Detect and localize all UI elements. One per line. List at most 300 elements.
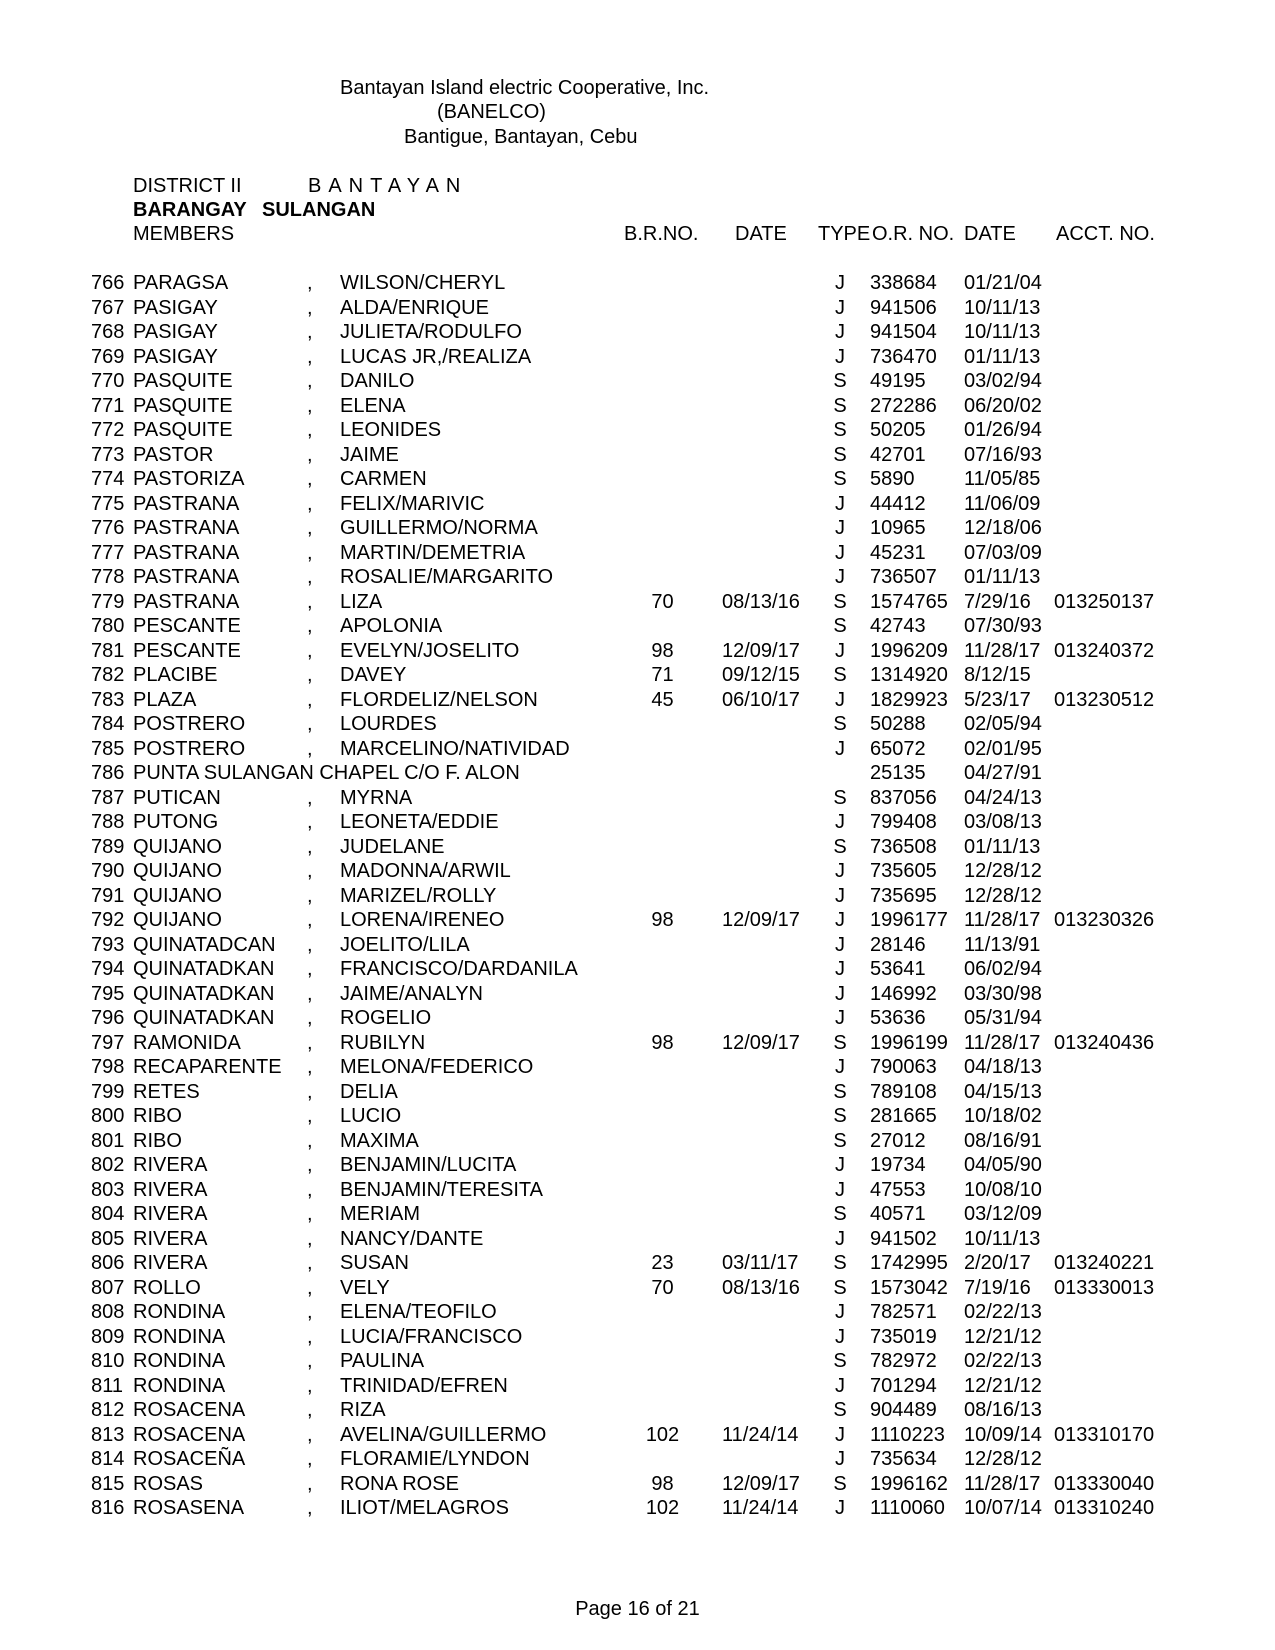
table-row — [0, 933, 1275, 958]
member-last-name: PASTRANA — [133, 566, 240, 588]
table-row — [0, 1423, 1275, 1448]
or-number: 1110060 — [870, 1497, 945, 1519]
member-last-name: PESCANTE — [133, 615, 241, 637]
or-number: 42743 — [870, 615, 926, 637]
member-number: 807 — [91, 1276, 125, 1299]
or-number: 27012 — [870, 1129, 926, 1152]
membership-type: S — [833, 1031, 847, 1054]
name-separator: , — [307, 1105, 313, 1127]
member-last-name: PASTORIZA — [133, 468, 245, 490]
name-separator: , — [307, 394, 313, 417]
name-separator: , — [307, 1007, 313, 1029]
member-number: 801 — [91, 1129, 125, 1152]
table-row — [0, 418, 1275, 443]
or-date: 10/11/13 — [964, 296, 1041, 319]
membership-type: S — [833, 394, 847, 417]
or-number: 1573042 — [870, 1276, 948, 1299]
member-first-names: MAXIMA — [340, 1129, 419, 1152]
member-number: 776 — [91, 517, 125, 539]
table-row — [0, 271, 1275, 296]
member-last-name: QUINATADKAN — [133, 1007, 275, 1029]
name-separator: , — [307, 272, 313, 294]
br-date: 06/10/17 — [722, 688, 800, 711]
member-first-names: LORENA/IRENEO — [340, 909, 505, 931]
member-number: 768 — [91, 321, 125, 343]
table-row — [0, 908, 1275, 933]
or-date: 06/02/94 — [964, 958, 1042, 980]
br-date: 09/12/15 — [722, 664, 800, 686]
or-date: 10/11/13 — [964, 1227, 1041, 1250]
membership-type: S — [833, 1105, 847, 1127]
member-number: 810 — [91, 1350, 125, 1372]
name-separator: , — [307, 1423, 313, 1446]
membership-type: S — [833, 1399, 847, 1421]
or-number: 941502 — [870, 1227, 937, 1250]
member-first-names: LEONETA/EDDIE — [340, 811, 499, 833]
membership-type: J — [835, 1374, 845, 1397]
member-number: 808 — [91, 1301, 125, 1323]
name-separator: , — [307, 1154, 313, 1176]
membership-type: J — [835, 909, 845, 931]
table-row — [0, 1349, 1275, 1374]
table-row — [0, 1447, 1275, 1472]
member-last-name: PASTRANA — [133, 590, 240, 613]
member-number: 803 — [91, 1178, 125, 1201]
or-number: 1996209 — [870, 639, 948, 662]
or-number: 45231 — [870, 541, 926, 564]
membership-type: J — [835, 737, 845, 760]
table-row — [0, 884, 1275, 909]
membership-type: S — [833, 1350, 847, 1372]
member-first-names: SUSAN — [340, 1252, 409, 1274]
or-date: 12/21/12 — [964, 1374, 1042, 1397]
member-number: 787 — [91, 786, 125, 809]
member-number: 772 — [91, 419, 125, 441]
or-date: 03/02/94 — [964, 370, 1042, 392]
or-number: 25135 — [870, 762, 926, 784]
table-row — [0, 320, 1275, 345]
name-separator: , — [307, 982, 313, 1005]
br-number: 98 — [651, 1031, 674, 1054]
member-first-names: VELY — [340, 1276, 390, 1299]
member-number: 784 — [91, 713, 125, 735]
member-last-name: RAMONIDA — [133, 1031, 241, 1054]
column-header-or-no: O.R. NO. — [872, 223, 955, 245]
member-number: 782 — [91, 664, 125, 686]
br-date: 12/09/17 — [722, 639, 800, 662]
membership-type: S — [833, 1276, 847, 1299]
or-number: 53636 — [870, 1007, 926, 1029]
town-name: BANTAYAN — [308, 175, 468, 197]
name-separator: , — [307, 884, 313, 907]
member-last-name: PASQUITE — [133, 419, 233, 441]
member-first-names: DAVEY — [340, 664, 407, 686]
member-number: 771 — [91, 394, 125, 417]
name-separator: , — [307, 1350, 313, 1372]
member-number: 779 — [91, 590, 125, 613]
membership-type: J — [835, 982, 845, 1005]
member-first-names: JAIME — [340, 443, 399, 466]
member-number: 813 — [91, 1423, 125, 1446]
table-row — [0, 786, 1275, 811]
member-first-names: PAULINA — [340, 1350, 425, 1372]
or-date: 07/30/93 — [964, 615, 1042, 637]
or-number: 736508 — [870, 835, 937, 858]
member-first-names: FRANCISCO/DARDANILA — [340, 958, 578, 980]
member-first-names: MARTIN/DEMETRIA — [340, 541, 526, 564]
or-date: 03/12/09 — [964, 1203, 1042, 1225]
name-separator: , — [307, 345, 313, 368]
or-date: 04/27/91 — [964, 762, 1042, 784]
table-row — [0, 663, 1275, 688]
name-separator: , — [307, 1252, 313, 1274]
table-row — [0, 1153, 1275, 1178]
member-first-names: WILSON/CHERYL — [340, 272, 506, 294]
or-number: 40571 — [870, 1203, 926, 1225]
or-date: 07/16/93 — [964, 443, 1042, 466]
member-number: 806 — [91, 1252, 125, 1274]
member-number: 816 — [91, 1497, 125, 1519]
member-number: 791 — [91, 884, 125, 907]
or-number: 1110223 — [870, 1423, 945, 1446]
member-last-name: RIBO — [133, 1105, 182, 1127]
member-number: 781 — [91, 639, 125, 662]
name-separator: , — [307, 492, 313, 515]
membership-type: J — [835, 688, 845, 711]
member-number: 788 — [91, 811, 125, 833]
member-last-name: PASIGAY — [133, 321, 218, 343]
or-date: 11/06/09 — [964, 492, 1041, 515]
table-row — [0, 761, 1275, 786]
member-last-name: PASIGAY — [133, 296, 218, 319]
member-first-names: LUCIO — [340, 1105, 402, 1127]
membership-type: J — [835, 517, 845, 539]
or-number: 735695 — [870, 884, 937, 907]
member-last-name: ROSAS — [133, 1472, 204, 1495]
br-date: 11/24/14 — [722, 1423, 799, 1446]
table-row — [0, 345, 1275, 370]
member-number: 804 — [91, 1203, 125, 1225]
member-first-names: GUILLERMO/NORMA — [340, 517, 538, 539]
or-date: 06/20/02 — [964, 394, 1042, 417]
name-separator: , — [307, 639, 313, 662]
br-date: 12/09/17 — [722, 909, 800, 931]
name-separator: , — [307, 933, 313, 956]
or-number: 736507 — [870, 566, 937, 588]
member-first-names: MELONA/FEDERICO — [340, 1056, 534, 1078]
member-number: 814 — [91, 1448, 125, 1470]
member-last-name: PASTOR — [133, 443, 214, 466]
member-number: 767 — [91, 296, 125, 319]
or-date: 07/03/09 — [964, 541, 1042, 564]
page-number: Page 16 of 21 — [575, 1598, 700, 1620]
column-header-br-no: B.R.NO. — [624, 223, 699, 245]
membership-type: S — [833, 664, 847, 686]
member-first-names: ELENA — [340, 394, 406, 417]
membership-type: S — [833, 1129, 847, 1152]
name-separator: , — [307, 370, 313, 392]
member-last-name: PASTRANA — [133, 541, 240, 564]
member-last-name: PESCANTE — [133, 639, 241, 662]
or-date: 11/28/17 — [964, 909, 1041, 931]
or-date: 12/28/12 — [964, 1448, 1042, 1470]
member-number: 790 — [91, 860, 125, 882]
or-date: 11/05/85 — [964, 468, 1041, 490]
membership-type: S — [833, 1472, 847, 1495]
name-separator: , — [307, 468, 313, 490]
name-separator: , — [307, 566, 313, 588]
table-row — [0, 1472, 1275, 1497]
or-date: 10/07/14 — [964, 1497, 1042, 1519]
membership-type: J — [835, 1056, 845, 1078]
account-number: 013310240 — [1054, 1497, 1155, 1519]
name-separator: , — [307, 1325, 313, 1348]
member-first-names: JOELITO/LILA — [340, 933, 470, 956]
or-date: 03/30/98 — [964, 982, 1042, 1005]
member-first-names: CARMEN — [340, 468, 427, 490]
br-number: 98 — [651, 1472, 674, 1495]
table-row — [0, 982, 1275, 1007]
column-header-acct-no: ACCT. NO. — [1056, 223, 1155, 245]
member-number: 815 — [91, 1472, 125, 1495]
membership-type: J — [835, 296, 845, 319]
member-first-names: RONA ROSE — [340, 1472, 459, 1495]
member-first-names: FLORDELIZ/NELSON — [340, 688, 538, 711]
column-header-type: TYPE — [818, 223, 871, 245]
member-last-name: RIVERA — [133, 1178, 208, 1201]
member-last-name: PASTRANA — [133, 492, 240, 515]
membership-type: S — [833, 713, 847, 735]
or-number: 10965 — [870, 517, 926, 539]
table-row — [0, 1496, 1275, 1521]
membership-type: S — [833, 1203, 847, 1225]
member-last-name: RONDINA — [133, 1325, 226, 1348]
or-date: 02/05/94 — [964, 713, 1042, 735]
br-number: 102 — [645, 1423, 680, 1446]
or-number: 1314920 — [870, 664, 948, 686]
or-date: 10/11/13 — [964, 321, 1041, 343]
member-last-name: RIVERA — [133, 1154, 208, 1176]
membership-type: S — [833, 615, 847, 637]
or-number: 49195 — [870, 370, 926, 392]
table-row — [0, 1398, 1275, 1423]
or-date: 02/22/13 — [964, 1301, 1042, 1323]
or-date: 7/29/16 — [964, 590, 1031, 613]
member-last-name: PASIGAY — [133, 345, 218, 368]
member-last-name: PUNTA SULANGAN CHAPEL C/O F. ALON — [133, 762, 520, 784]
membership-type: S — [833, 835, 847, 858]
table-row — [0, 1227, 1275, 1252]
account-number: 013330013 — [1054, 1276, 1155, 1299]
membership-type: J — [835, 639, 845, 662]
member-first-names: BENJAMIN/LUCITA — [340, 1154, 517, 1176]
member-number: 797 — [91, 1031, 125, 1054]
or-number: 735019 — [870, 1325, 937, 1348]
or-number: 50288 — [870, 713, 926, 735]
table-row — [0, 614, 1275, 639]
member-last-name: PLAZA — [133, 688, 197, 711]
member-first-names: ILIOT/MELAGROS — [340, 1497, 509, 1519]
member-number: 798 — [91, 1056, 125, 1078]
name-separator: , — [307, 296, 313, 319]
account-number: 013240221 — [1054, 1252, 1155, 1274]
or-number: 47553 — [870, 1178, 926, 1201]
or-date: 12/18/06 — [964, 517, 1042, 539]
account-number: 013310170 — [1054, 1423, 1155, 1446]
member-number: 775 — [91, 492, 125, 515]
member-last-name: POSTRERO — [133, 737, 246, 760]
or-number: 1742995 — [870, 1252, 948, 1274]
table-row — [0, 1129, 1275, 1154]
or-date: 7/19/16 — [964, 1276, 1031, 1299]
table-row — [0, 1202, 1275, 1227]
membership-type: J — [835, 492, 845, 515]
name-separator: , — [307, 1448, 313, 1470]
member-number: 777 — [91, 541, 125, 564]
or-date: 05/31/94 — [964, 1007, 1042, 1029]
member-number: 805 — [91, 1227, 125, 1250]
district-label: DISTRICT II — [133, 175, 242, 197]
name-separator: , — [307, 1472, 313, 1495]
column-header-members: MEMBERS — [133, 223, 235, 245]
member-last-name: RECAPARENTE — [133, 1056, 282, 1078]
or-number: 1996162 — [870, 1472, 948, 1495]
or-date: 03/08/13 — [964, 811, 1042, 833]
member-first-names: MARCELINO/NATIVIDAD — [340, 737, 570, 760]
member-last-name: PLACIBE — [133, 664, 218, 686]
member-number: 774 — [91, 468, 125, 490]
table-row — [0, 1300, 1275, 1325]
member-last-name: RETES — [133, 1080, 200, 1103]
or-date: 02/22/13 — [964, 1350, 1042, 1372]
membership-type: J — [835, 1423, 845, 1446]
name-separator: , — [307, 1203, 313, 1225]
membership-type: S — [833, 419, 847, 441]
member-last-name: PARAGSA — [133, 272, 229, 294]
member-first-names: RIZA — [340, 1399, 386, 1421]
account-number: 013230512 — [1054, 688, 1155, 711]
name-separator: , — [307, 1399, 313, 1421]
member-number: 812 — [91, 1399, 125, 1421]
member-last-name: ROSACENA — [133, 1399, 246, 1421]
membership-type: S — [833, 468, 847, 490]
table-row — [0, 1325, 1275, 1350]
member-last-name: PASQUITE — [133, 394, 233, 417]
name-separator: , — [307, 321, 313, 343]
or-date: 10/18/02 — [964, 1105, 1042, 1127]
or-number: 735634 — [870, 1448, 937, 1470]
name-separator: , — [307, 664, 313, 686]
member-number: 796 — [91, 1007, 125, 1029]
member-number: 800 — [91, 1105, 125, 1127]
table-row — [0, 1031, 1275, 1056]
or-date: 08/16/91 — [964, 1129, 1042, 1152]
or-date: 04/24/13 — [964, 786, 1042, 809]
or-number: 736470 — [870, 345, 937, 368]
or-date: 04/18/13 — [964, 1056, 1042, 1078]
member-first-names: JAIME/ANALYN — [340, 982, 483, 1005]
membership-type: J — [835, 933, 845, 956]
table-row — [0, 443, 1275, 468]
account-number: 013250137 — [1054, 590, 1155, 613]
table-row — [0, 957, 1275, 982]
member-first-names: FELIX/MARIVIC — [340, 492, 485, 515]
member-last-name: QUIJANO — [133, 909, 222, 931]
or-number: 782972 — [870, 1350, 937, 1372]
member-first-names: TRINIDAD/EFREN — [340, 1374, 508, 1397]
table-row — [0, 1276, 1275, 1301]
or-date: 12/21/12 — [964, 1325, 1042, 1348]
column-header-date: DATE — [735, 223, 787, 245]
name-separator: , — [307, 713, 313, 735]
or-number: 789108 — [870, 1080, 937, 1103]
or-date: 01/11/13 — [964, 835, 1041, 858]
table-row — [0, 737, 1275, 762]
or-date: 8/12/15 — [964, 664, 1031, 686]
member-last-name: QUIJANO — [133, 835, 222, 858]
or-number: 272286 — [870, 394, 937, 417]
account-number: 013240436 — [1054, 1031, 1155, 1054]
br-number: 45 — [651, 688, 674, 711]
member-first-names: AVELINA/GUILLERMO — [340, 1423, 547, 1446]
member-number: 792 — [91, 909, 125, 931]
or-date: 01/26/94 — [964, 419, 1042, 441]
account-number: 013240372 — [1054, 639, 1155, 662]
member-first-names: MARIZEL/ROLLY — [340, 884, 497, 907]
membership-type: J — [835, 1178, 845, 1201]
table-row — [0, 688, 1275, 713]
member-number: 769 — [91, 345, 125, 368]
table-row — [0, 1251, 1275, 1276]
member-first-names: DANILO — [340, 370, 415, 392]
name-separator: , — [307, 419, 313, 441]
or-number: 1996199 — [870, 1031, 948, 1054]
membership-type: J — [835, 1227, 845, 1250]
member-number: 786 — [91, 762, 125, 784]
membership-type: J — [835, 1154, 845, 1176]
or-number: 1996177 — [870, 909, 948, 931]
br-number: 98 — [651, 909, 674, 931]
member-first-names: APOLONIA — [340, 615, 443, 637]
member-first-names: MADONNA/ARWIL — [340, 860, 511, 882]
br-date: 08/13/16 — [722, 590, 800, 613]
or-number: 941506 — [870, 296, 937, 319]
or-date: 10/09/14 — [964, 1423, 1042, 1446]
member-first-names: FLORAMIE/LYNDON — [340, 1448, 530, 1470]
member-last-name: ROSACEÑA — [133, 1448, 246, 1470]
or-number: 65072 — [870, 737, 926, 760]
br-date: 12/09/17 — [722, 1031, 800, 1054]
membership-type: S — [833, 370, 847, 392]
br-date: 03/11/17 — [722, 1252, 799, 1274]
or-date: 11/28/17 — [964, 639, 1041, 662]
member-first-names: BENJAMIN/TERESITA — [340, 1178, 543, 1201]
member-first-names: ROGELIO — [340, 1007, 432, 1029]
or-date: 12/28/12 — [964, 884, 1042, 907]
member-first-names: LIZA — [340, 590, 383, 613]
or-date: 01/11/13 — [964, 566, 1041, 588]
br-date: 08/13/16 — [722, 1276, 800, 1299]
table-row — [0, 835, 1275, 860]
table-row — [0, 541, 1275, 566]
membership-type: J — [835, 321, 845, 343]
member-first-names: MYRNA — [340, 786, 413, 809]
or-date: 12/28/12 — [964, 860, 1042, 882]
or-number: 701294 — [870, 1374, 937, 1397]
member-number: 780 — [91, 615, 125, 637]
name-separator: , — [307, 737, 313, 760]
name-separator: , — [307, 860, 313, 882]
